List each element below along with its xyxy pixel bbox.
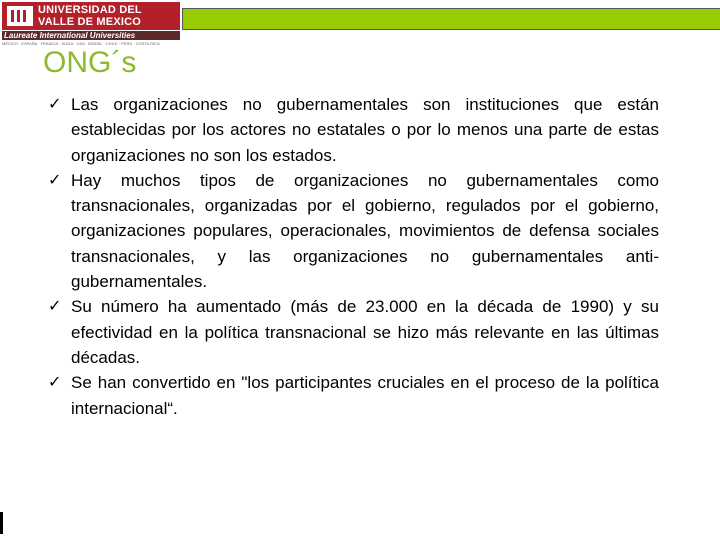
header-accent-bar: [182, 8, 720, 30]
logo-network-name: Laureate International Universities: [2, 31, 180, 40]
bullet-text: Se han convertido en "los participantes cruciales en el proceso de la política internacional“.: [71, 373, 659, 418]
edge-marker: [0, 512, 3, 534]
bullet-text: Su número ha aumentado (más de 23.000 en la década de 1990) y su efectividad en la política transnacional se hizo más relevante en las últimas décadas.: [71, 297, 659, 367]
checkmark-icon: ✓: [48, 298, 62, 316]
bullet-item: [48, 168, 659, 294]
bullet-list: [48, 92, 659, 421]
bullet-text: Hay muchos tipos de organizaciones no gubernamentales como transnacionales, organizadas por el gobierno, regulados por el gobierno, organizaciones populares, operacionales, movimientos de defensa sociales transnacionales, y las organizaciones no gubernamentales anti-gubernamentales.: [71, 170, 659, 292]
logo-cities: MÉXICO · ESPAÑA · FRANCIA · SUIZA · USA · BRASIL · CHILE · PERÚ · COSTA RICA: [2, 41, 160, 46]
bullet-item: [48, 294, 659, 370]
slide-title: ONG´s: [43, 46, 137, 79]
bullet-item: [48, 92, 659, 168]
bullet-text: Las organizaciones no gubernamentales son instituciones que están establecidas por los actores no estatales o por lo menos una parte de estas organizaciones no son los estados.: [71, 95, 659, 165]
checkmark-icon: ✓: [48, 374, 62, 392]
bullet-item: [48, 370, 659, 421]
logo-university-name: UNIVERSIDAD DEL VALLE DE MEXICO: [38, 4, 142, 28]
checkmark-icon: ✓: [48, 171, 62, 189]
university-logo: [2, 2, 180, 46]
logo-banner: [2, 2, 180, 30]
university-emblem-icon: [7, 6, 33, 26]
checkmark-icon: ✓: [48, 96, 62, 113]
